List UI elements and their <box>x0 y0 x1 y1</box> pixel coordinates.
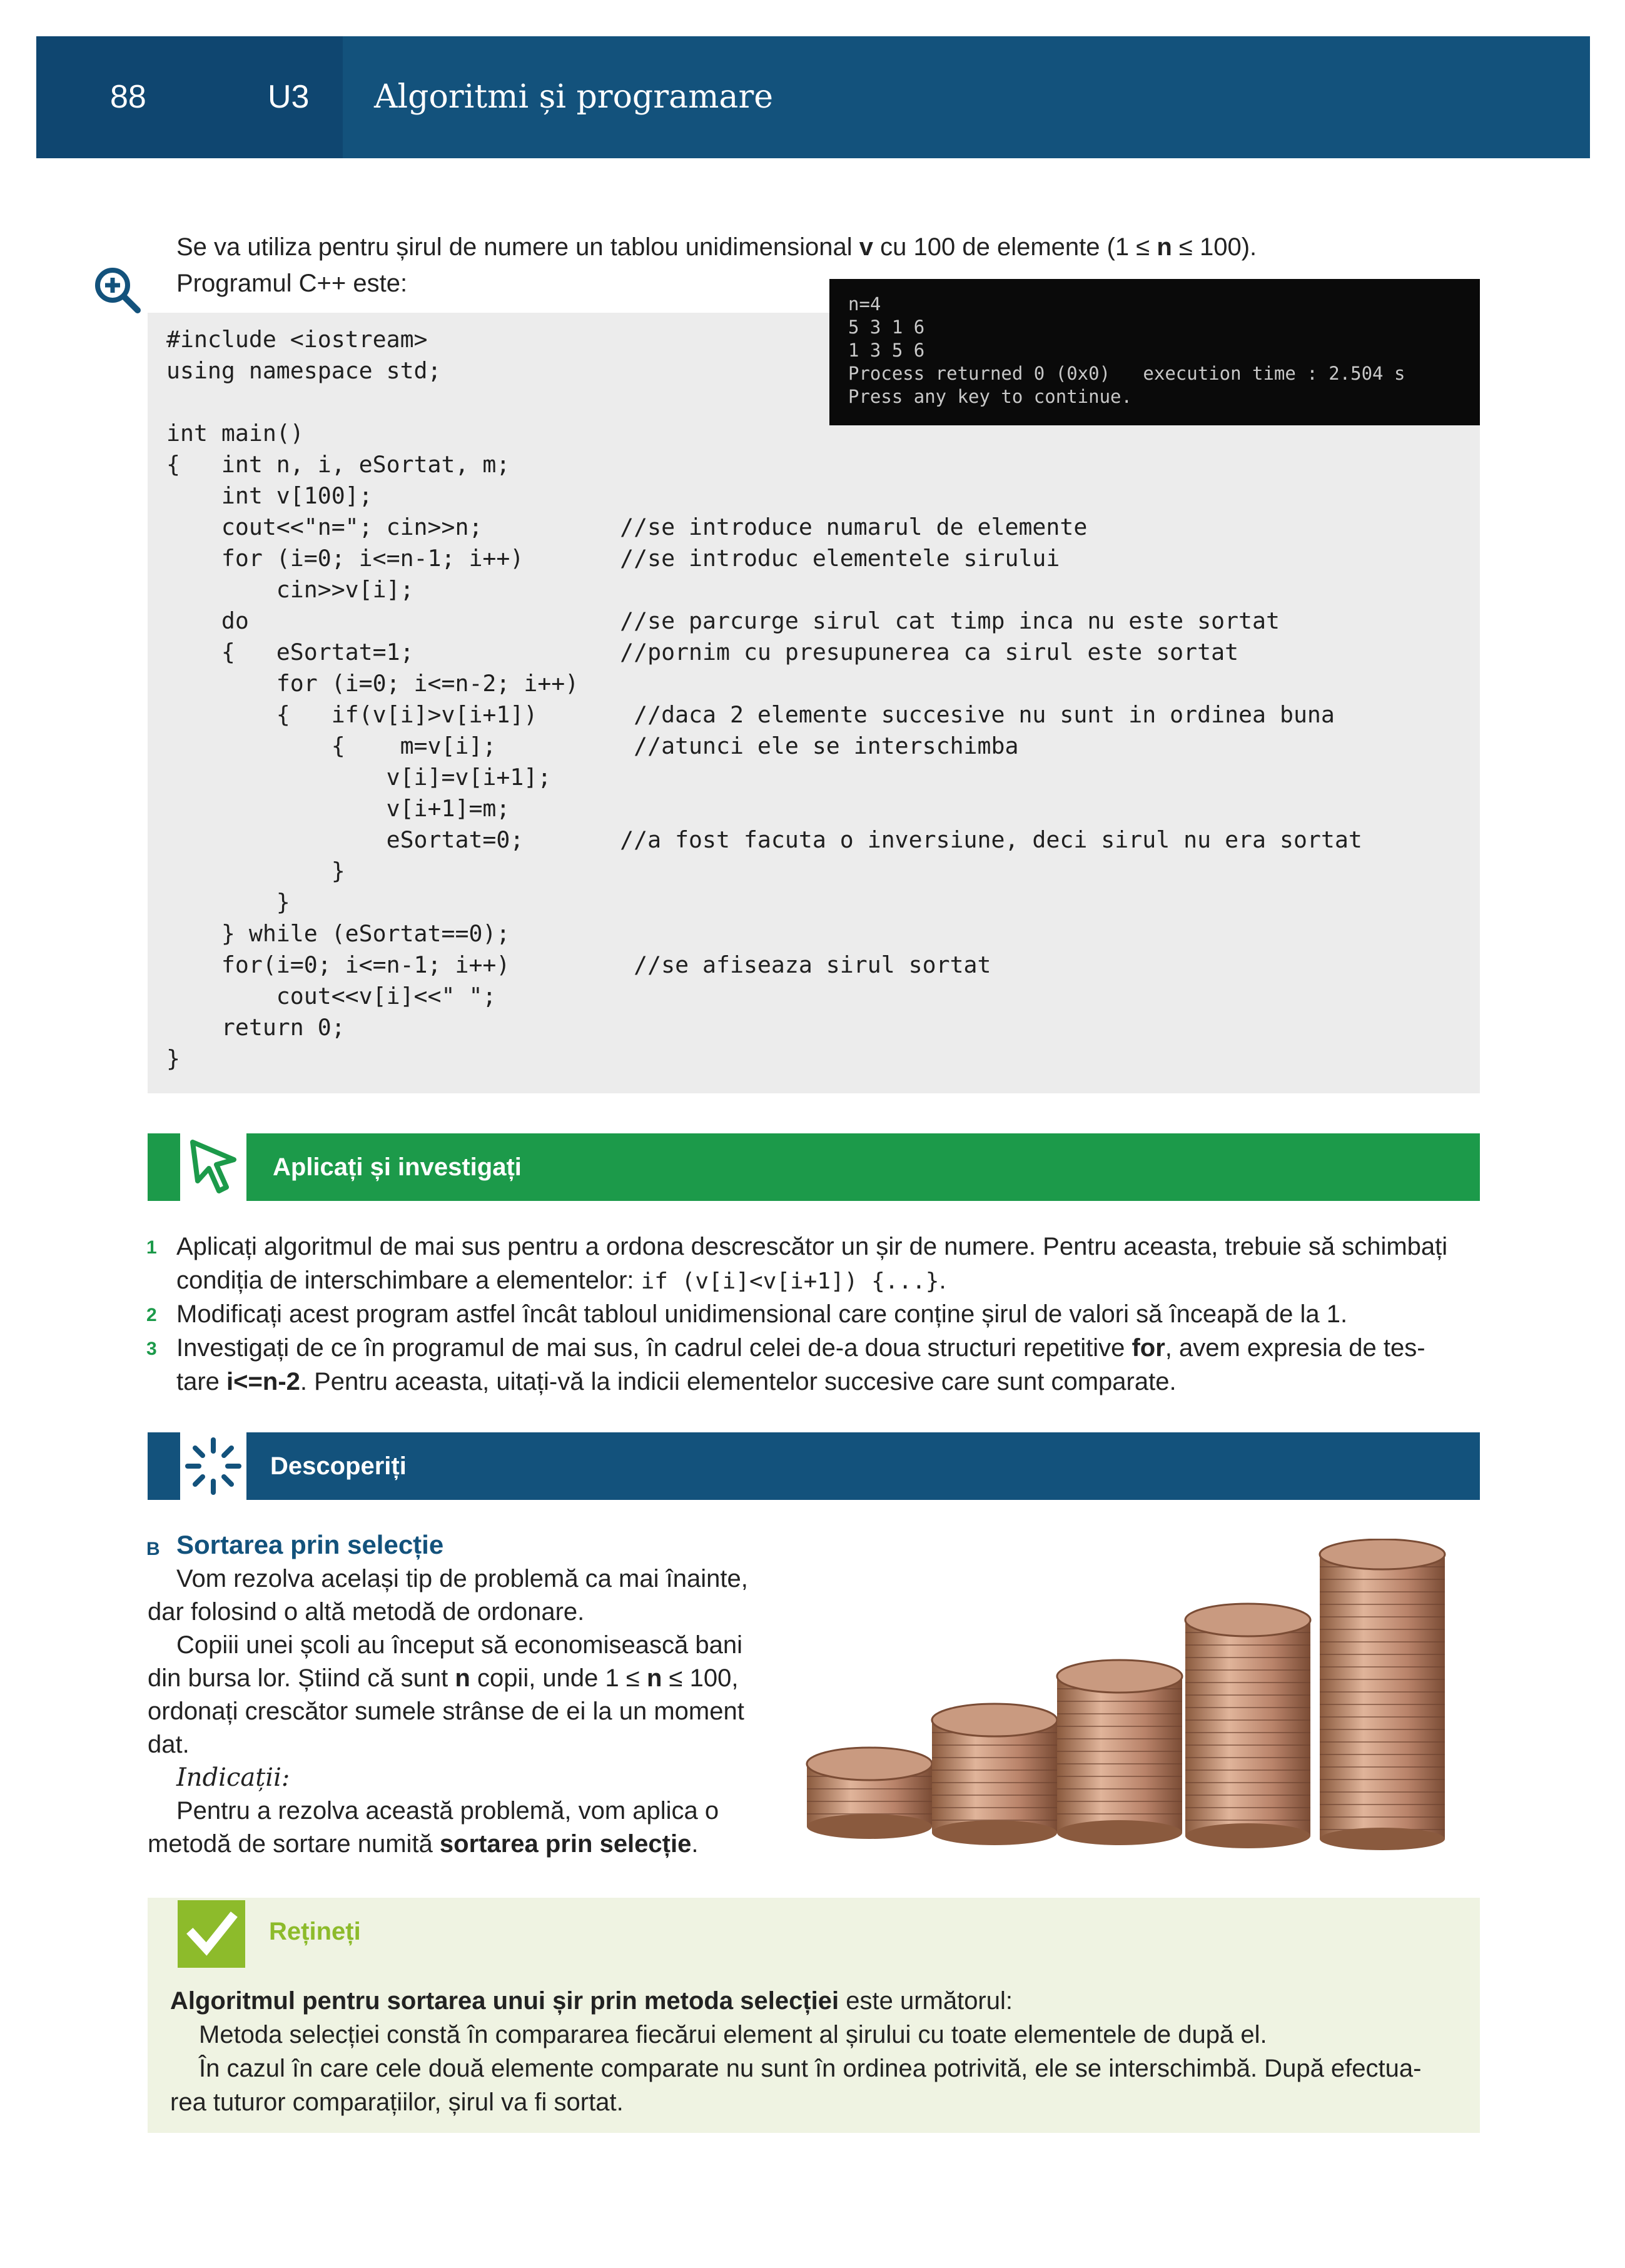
checkmark-icon <box>178 1900 245 1968</box>
list-item-2: Modificați acest program astfel încât tabloul unidimensional care conține șirul de valori să înceapă de la 1. <box>176 1300 1348 1328</box>
list-item-3: Investigați de ce în programul de mai sus, în cadrul celei de-a doua structuri repetitive for, avem expresia de tes- tare i<=n-2. Pentru aceasta, uitați-vă la indicii elementelor succesive care sunt comparate. <box>176 1334 1425 1395</box>
chapter-title: Algoritmi și programare <box>374 78 774 116</box>
section-subtitle: Sortarea prin selecție <box>176 1530 444 1559</box>
intro-line-1: Se va utiliza pentru șirul de numere un tablou unidimensional v cu 100 de elemente (1 ≤ n ≤ 100). <box>176 233 1257 261</box>
section-letter: B <box>146 1539 160 1559</box>
sparkle-icon <box>180 1432 246 1500</box>
section-bar-apply <box>148 1133 1480 1201</box>
section-title-discover: Descoperiți <box>270 1452 407 1480</box>
intro-line-2: Programul C++ este: <box>176 270 408 297</box>
page-header <box>36 36 1590 158</box>
paragraph-1: Vom rezolva același tip de problemă ca mai înainte, dar folosind o altă metodă de ordonare. <box>148 1565 748 1626</box>
cursor-arrow-icon <box>180 1133 246 1201</box>
cpp-code: #include <iostream> using namespace std; int main() { int n, i, eSortat, m; int v[100]; cout<<"n="; cin>>n; //se introduce numarul de elemente for (i=0; i<=n-1; i++) //se introduc elementele sirului cin>>v[i]; do //se parcurge sirul cat timp inca nu este sortat { eSortat=1; //pornim cu presupunerea ca sirul este sortat for (i=0; i<=n-2; i++) { if(v[i]>v[i+1]) //daca 2 elemente succesive nu sunt in ordinea buna { m=v[i]; //atunci ele se interschimba v[i]=v[i+1]; v[i+1]=m; eSortat=0; //a fost facuta o inversiune, deci sirul nu era sortat } } } while (eSortat==0); for(i=0; i<=n-1; i++) //se afiseaza sirul sortat cout<<v[i]<<" "; return 0; } <box>166 326 1362 1072</box>
checkmark-box <box>178 1900 245 1968</box>
remember-line-4: rea tuturor comparațiilor, șirul va fi sortat. <box>170 2088 624 2116</box>
coin-stacks-photo <box>801 1539 1476 1851</box>
console-output <box>829 279 1480 425</box>
console-text: n=4 5 3 1 6 1 3 5 6 Process returned 0 (0x0) execution time : 2.504 s Press any key to continue. <box>848 293 1405 407</box>
remember-line-1: Algoritmul pentru sortarea unui șir prin metoda selecției este următorul: <box>170 1987 1013 2015</box>
hint-label: Indicații: <box>176 1763 290 1792</box>
paragraph-2: Copiii unei școli au început să economisească bani din bursa lor. Știind că sunt n copii, unde 1 ≤ n ≤ 100, ordonați crescător sumele strânse de ei la un moment dat. <box>148 1631 744 1758</box>
remember-title: Rețineți <box>269 1918 361 1945</box>
section-title-apply: Aplicați și investigați <box>273 1153 522 1181</box>
unit-label: U3 <box>268 79 310 115</box>
remember-line-3: În cazul în care cele două elemente comparate nu sunt în ordinea potrivită, ele se interschimbă. După efectua- <box>199 2055 1422 2082</box>
zoom-in-icon <box>93 265 143 315</box>
remember-line-2: Metoda selecției constă în compararea fiecărui element al șirului cu toate elementele de după el. <box>199 2021 1267 2048</box>
list-number-1: 1 <box>146 1237 157 1258</box>
list-item-1: Aplicați algoritmul de mai sus pentru a ordona descrescător un șir de numere. Pentru aceasta, trebuie să schimbați condiția de interschimbare a elementelor: if (v[i]<v[i+1]) {...}. <box>176 1233 1448 1294</box>
paragraph-3: Pentru a rezolva această problemă, vom aplica o metodă de sortare numită sortarea prin selecție. <box>148 1797 719 1858</box>
list-number-3: 3 <box>146 1339 157 1359</box>
section-bar-discover <box>148 1432 1480 1500</box>
page-number: 88 <box>110 79 146 115</box>
list-number-2: 2 <box>146 1305 157 1325</box>
